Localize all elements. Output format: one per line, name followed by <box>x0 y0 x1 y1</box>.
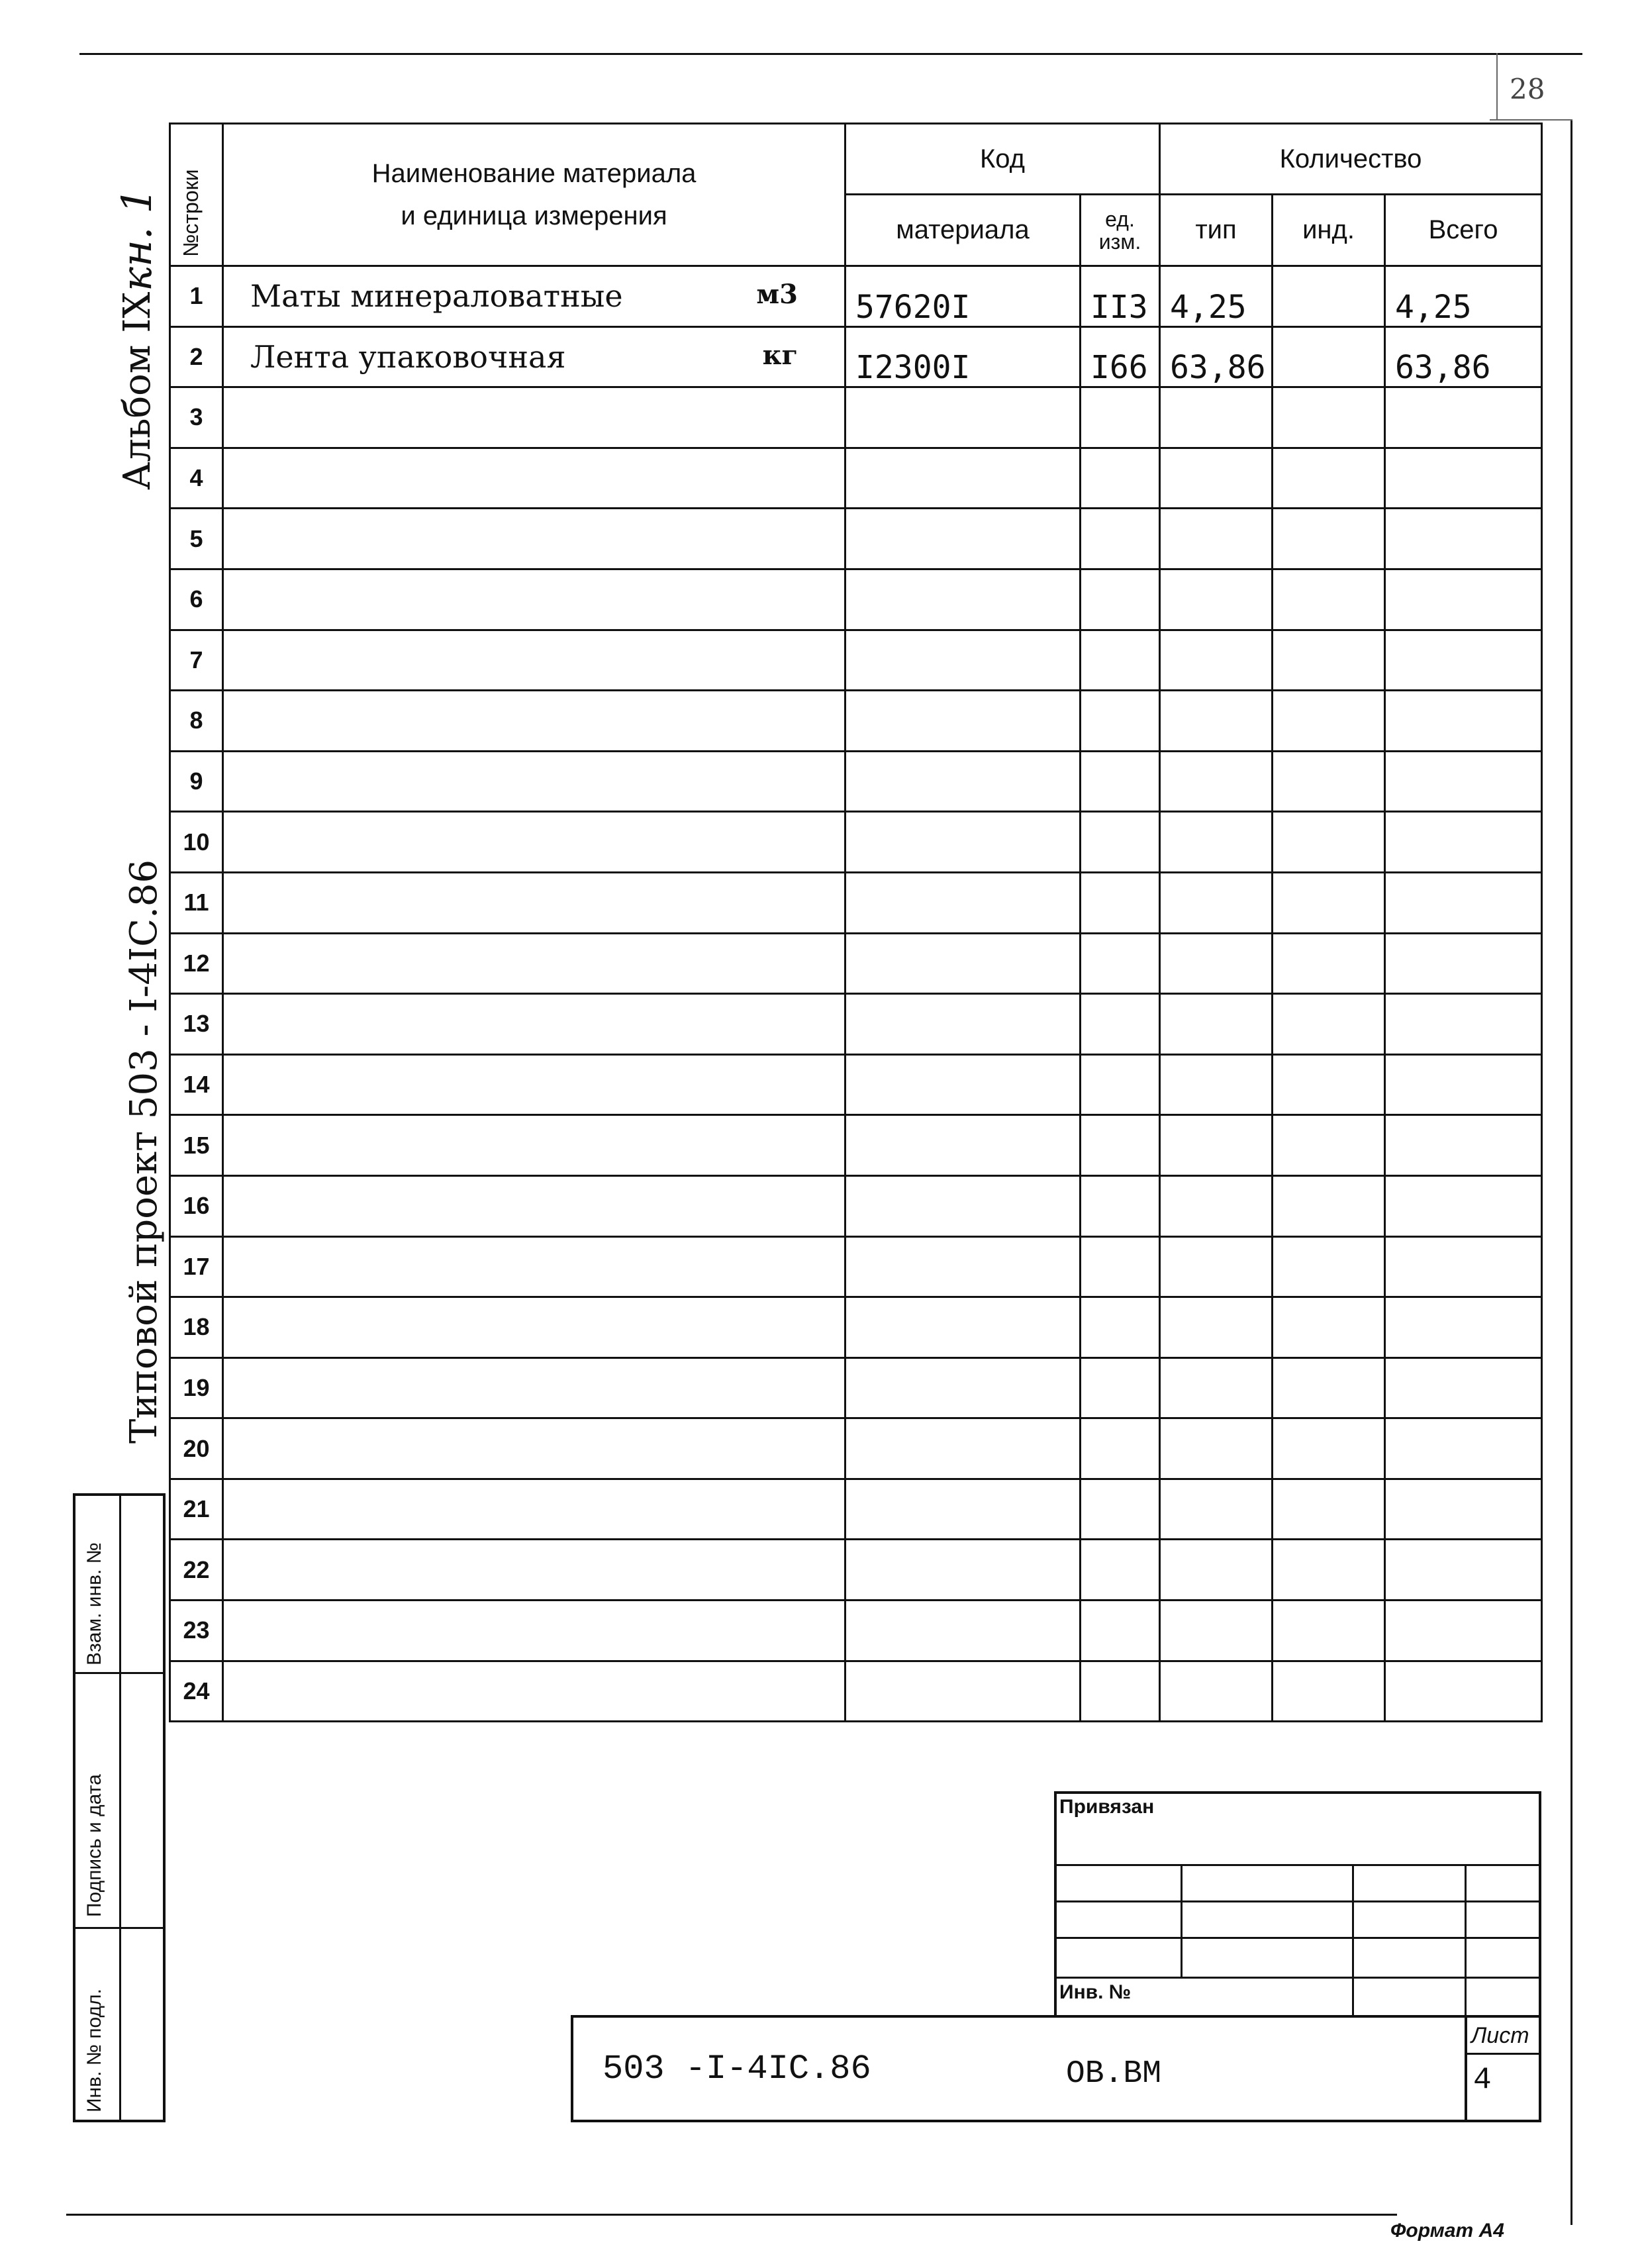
privyazan-line3 <box>1054 1937 1541 1939</box>
material-code <box>845 1418 1081 1479</box>
unit-code <box>1081 933 1160 994</box>
qty-ind <box>1273 266 1385 327</box>
privyazan-line2 <box>1054 1900 1541 1902</box>
material-name-cell <box>223 1601 845 1661</box>
unit-code <box>1081 387 1160 448</box>
unit-code <box>1081 630 1160 691</box>
row-number: 5 <box>170 509 223 569</box>
material-code <box>845 1115 1081 1176</box>
qty-ind <box>1273 630 1385 691</box>
material-name-cell <box>223 1297 845 1358</box>
unit-code <box>1081 1175 1160 1236</box>
inv-no-label: Инв. № <box>1059 1981 1132 2003</box>
row-number: 4 <box>170 448 223 509</box>
qty-ind <box>1273 387 1385 448</box>
table-row <box>170 1115 1542 1176</box>
material-code <box>845 630 1081 691</box>
table-row <box>170 691 1542 752</box>
qty-type <box>1160 751 1273 812</box>
table-row <box>170 1601 1542 1661</box>
qty-ind <box>1273 1601 1385 1661</box>
material-code <box>845 691 1081 752</box>
qty-total <box>1385 812 1542 873</box>
unit-code <box>1081 1418 1160 1479</box>
qty-total <box>1385 1540 1542 1601</box>
sheet-label-line <box>1465 2053 1541 2055</box>
table-row <box>170 630 1542 691</box>
doc-mark: ОВ.ВМ <box>1066 2056 1162 2092</box>
table-row <box>170 1297 1542 1358</box>
qty-type: 4,25 <box>1160 266 1273 327</box>
unit-code <box>1081 872 1160 933</box>
qty-ind <box>1273 933 1385 994</box>
qty-total <box>1385 1054 1542 1115</box>
right-border <box>1570 119 1572 2225</box>
row-number: 21 <box>170 1479 223 1540</box>
row-number: 16 <box>170 1175 223 1236</box>
qty-total: 63,86 <box>1385 326 1542 387</box>
material-name-cell <box>223 872 845 933</box>
material-code <box>845 1540 1081 1601</box>
unit-code <box>1081 569 1160 630</box>
row-number: 24 <box>170 1661 223 1722</box>
qty-total <box>1385 1601 1542 1661</box>
qty-total <box>1385 872 1542 933</box>
quantity-header: Количество <box>1160 124 1542 195</box>
qty-type: 63,86 <box>1160 326 1273 387</box>
table-row <box>170 872 1542 933</box>
row-no-header-text: №строки <box>179 169 203 257</box>
row-number: 18 <box>170 1297 223 1358</box>
row-number: 17 <box>170 1236 223 1297</box>
qty-ind <box>1273 448 1385 509</box>
qty-total <box>1385 751 1542 812</box>
material-name-cell <box>223 1054 845 1115</box>
unit-code <box>1081 1297 1160 1358</box>
row-number: 7 <box>170 630 223 691</box>
inv-podl-label: Инв. № подл. <box>83 1989 105 2112</box>
row-number: 8 <box>170 691 223 752</box>
code-header: Код <box>845 124 1160 195</box>
doc-code: 503 -I-4IС.86 <box>603 2049 871 2089</box>
material-name-cell <box>223 569 845 630</box>
unit-code <box>1081 1601 1160 1661</box>
row-number: 9 <box>170 751 223 812</box>
material-name-cell <box>223 509 845 569</box>
type-header: тип <box>1160 195 1273 266</box>
privyazan-label: Привязан <box>1059 1796 1155 1818</box>
left-stamp-divider <box>119 1493 121 2122</box>
row-number: 11 <box>170 872 223 933</box>
row-number: 15 <box>170 1115 223 1176</box>
material-code <box>845 1357 1081 1418</box>
unit-code <box>1081 509 1160 569</box>
qty-ind <box>1273 1479 1385 1540</box>
qty-type <box>1160 1601 1273 1661</box>
unit-code: II3 <box>1081 266 1160 327</box>
unit-code <box>1081 751 1160 812</box>
ind-header: инд. <box>1273 195 1385 266</box>
table-row <box>170 509 1542 569</box>
material-code <box>845 1479 1081 1540</box>
material-name: Маты минераловатные <box>250 278 623 315</box>
unit-code <box>1081 1540 1160 1601</box>
album-label: Альбом IX <box>116 291 159 490</box>
top-border <box>79 53 1582 55</box>
unit-code <box>1081 448 1160 509</box>
material-unit: кг <box>762 339 798 371</box>
qty-ind <box>1273 569 1385 630</box>
table-row <box>170 1540 1542 1601</box>
material-code <box>845 872 1081 933</box>
qty-total <box>1385 630 1542 691</box>
row-number: 12 <box>170 933 223 994</box>
table-row <box>170 266 1542 327</box>
qty-total: 4,25 <box>1385 266 1542 327</box>
row-number: 13 <box>170 994 223 1055</box>
qty-type <box>1160 1054 1273 1115</box>
qty-type <box>1160 1297 1273 1358</box>
material-name-cell <box>223 1236 845 1297</box>
qty-type <box>1160 1175 1273 1236</box>
table-row <box>170 326 1542 387</box>
qty-type <box>1160 569 1273 630</box>
qty-total <box>1385 691 1542 752</box>
page-number-box-left <box>1496 53 1498 119</box>
material-code <box>845 933 1081 994</box>
bottom-border <box>66 2214 1397 2216</box>
material-name-cell <box>223 1115 845 1176</box>
left-stamp-sep1 <box>73 1672 166 1674</box>
row-number: 19 <box>170 1357 223 1418</box>
material-code <box>845 448 1081 509</box>
qty-total <box>1385 448 1542 509</box>
qty-type <box>1160 1418 1273 1479</box>
qty-type <box>1160 448 1273 509</box>
material-name-cell <box>223 691 845 752</box>
podpis-data-label: Подпись и дата <box>83 1774 105 1917</box>
qty-total <box>1385 1236 1542 1297</box>
qty-type <box>1160 994 1273 1055</box>
unit-code <box>1081 1236 1160 1297</box>
qty-type <box>1160 387 1273 448</box>
material-name-cell <box>223 1175 845 1236</box>
sheet-label: Лист <box>1471 2023 1529 2048</box>
qty-ind <box>1273 509 1385 569</box>
material-code <box>845 509 1081 569</box>
material-code: I2300I <box>845 326 1081 387</box>
qty-total <box>1385 387 1542 448</box>
material-code <box>845 387 1081 448</box>
material-name-cell <box>223 751 845 812</box>
qty-type <box>1160 872 1273 933</box>
row-number: 22 <box>170 1540 223 1601</box>
material-name-cell <box>223 1418 845 1479</box>
material-name-cell <box>223 448 845 509</box>
unit-code <box>1081 1115 1160 1176</box>
table-row <box>170 933 1542 994</box>
row-number: 23 <box>170 1601 223 1661</box>
title-block-sheet-divider <box>1465 2015 1467 2122</box>
qty-type <box>1160 933 1273 994</box>
table-row <box>170 1175 1542 1236</box>
privyazan-col2 <box>1352 1864 1354 2016</box>
qty-ind <box>1273 1175 1385 1236</box>
row-number: 20 <box>170 1418 223 1479</box>
qty-type <box>1160 1479 1273 1540</box>
qty-total <box>1385 1115 1542 1176</box>
qty-ind <box>1273 812 1385 873</box>
material-code <box>845 812 1081 873</box>
qty-total <box>1385 933 1542 994</box>
table-row <box>170 1479 1542 1540</box>
name-header-text: Наименование материала и единица измерения <box>371 159 697 230</box>
qty-ind <box>1273 1357 1385 1418</box>
row-number: 1 <box>170 266 223 327</box>
material-name-cell <box>223 1357 845 1418</box>
qty-ind <box>1273 1115 1385 1176</box>
table-row <box>170 387 1542 448</box>
left-stamp-sep2 <box>73 1927 166 1929</box>
table-row <box>170 1054 1542 1115</box>
material-name: Лента упаковочная <box>250 338 566 375</box>
material-unit: м3 <box>756 279 798 310</box>
qty-type <box>1160 1115 1273 1176</box>
table-row <box>170 1357 1542 1418</box>
material-name-cell <box>223 326 845 387</box>
material-name-cell <box>223 933 845 994</box>
material-name-cell <box>223 1479 845 1540</box>
material-code <box>845 1175 1081 1236</box>
spec-table <box>169 123 1543 1722</box>
qty-type <box>1160 1236 1273 1297</box>
row-number: 6 <box>170 569 223 630</box>
qty-type <box>1160 509 1273 569</box>
book-label: кн. 1 <box>113 187 161 291</box>
table-row <box>170 812 1542 873</box>
privyazan-col3 <box>1465 1864 1467 2016</box>
qty-type <box>1160 812 1273 873</box>
qty-ind <box>1273 872 1385 933</box>
page-number: 28 <box>1510 73 1545 105</box>
unit-code <box>1081 812 1160 873</box>
row-number: 2 <box>170 326 223 387</box>
format-label: Формат А4 <box>1390 2220 1504 2242</box>
privyazan-line1 <box>1054 1864 1541 1866</box>
qty-ind <box>1273 1297 1385 1358</box>
qty-ind <box>1273 994 1385 1055</box>
material-name-cell <box>223 266 845 327</box>
name-header <box>223 124 845 266</box>
qty-ind <box>1273 326 1385 387</box>
material-header: материала <box>845 195 1081 266</box>
unit-code <box>1081 1479 1160 1540</box>
unit-code <box>1081 994 1160 1055</box>
vzam-inv-label: Взам. инв. № <box>83 1542 105 1665</box>
unit-code: I66 <box>1081 326 1160 387</box>
table-row <box>170 751 1542 812</box>
qty-total <box>1385 569 1542 630</box>
qty-type <box>1160 1540 1273 1601</box>
material-code <box>845 1297 1081 1358</box>
qty-type <box>1160 1357 1273 1418</box>
unit-code <box>1081 1054 1160 1115</box>
qty-type <box>1160 691 1273 752</box>
table-row <box>170 1236 1542 1297</box>
project-label: Типовой проект 503 - I-4IС.86 <box>122 860 166 1444</box>
material-name-cell <box>223 630 845 691</box>
page-number-box-bottom <box>1490 119 1572 121</box>
qty-ind <box>1273 1054 1385 1115</box>
unit-header-text: ед. изм. <box>1098 207 1141 254</box>
material-code <box>845 1236 1081 1297</box>
unit-header <box>1081 195 1160 266</box>
row-number: 14 <box>170 1054 223 1115</box>
material-code <box>845 569 1081 630</box>
qty-total <box>1385 1479 1542 1540</box>
material-name-cell <box>223 1540 845 1601</box>
privyazan-line4 <box>1054 1977 1541 1979</box>
qty-ind <box>1273 1236 1385 1297</box>
qty-ind <box>1273 1418 1385 1479</box>
material-name-cell <box>223 994 845 1055</box>
qty-total <box>1385 1297 1542 1358</box>
material-code: 57620I <box>845 266 1081 327</box>
qty-total <box>1385 994 1542 1055</box>
material-name-cell <box>223 387 845 448</box>
table-row <box>170 1418 1542 1479</box>
material-code <box>845 751 1081 812</box>
material-code <box>845 1601 1081 1661</box>
qty-type <box>1160 630 1273 691</box>
row-no-header <box>170 124 223 266</box>
material-code <box>845 1054 1081 1115</box>
privyazan-col1 <box>1181 1864 1183 1977</box>
row-number: 10 <box>170 812 223 873</box>
unit-code <box>1081 691 1160 752</box>
qty-total <box>1385 1175 1542 1236</box>
qty-total <box>1385 509 1542 569</box>
table-row <box>170 994 1542 1055</box>
material-name-cell <box>223 812 845 873</box>
unit-code <box>1081 1357 1160 1418</box>
qty-ind <box>1273 691 1385 752</box>
table-row <box>170 569 1542 630</box>
sheet-number: 4 <box>1473 2063 1492 2097</box>
table-row <box>170 448 1542 509</box>
qty-ind <box>1273 1540 1385 1601</box>
total-header: Всего <box>1385 195 1542 266</box>
qty-total <box>1385 1418 1542 1479</box>
row-number: 3 <box>170 387 223 448</box>
qty-ind <box>1273 751 1385 812</box>
qty-total <box>1385 1357 1542 1418</box>
material-code <box>845 994 1081 1055</box>
